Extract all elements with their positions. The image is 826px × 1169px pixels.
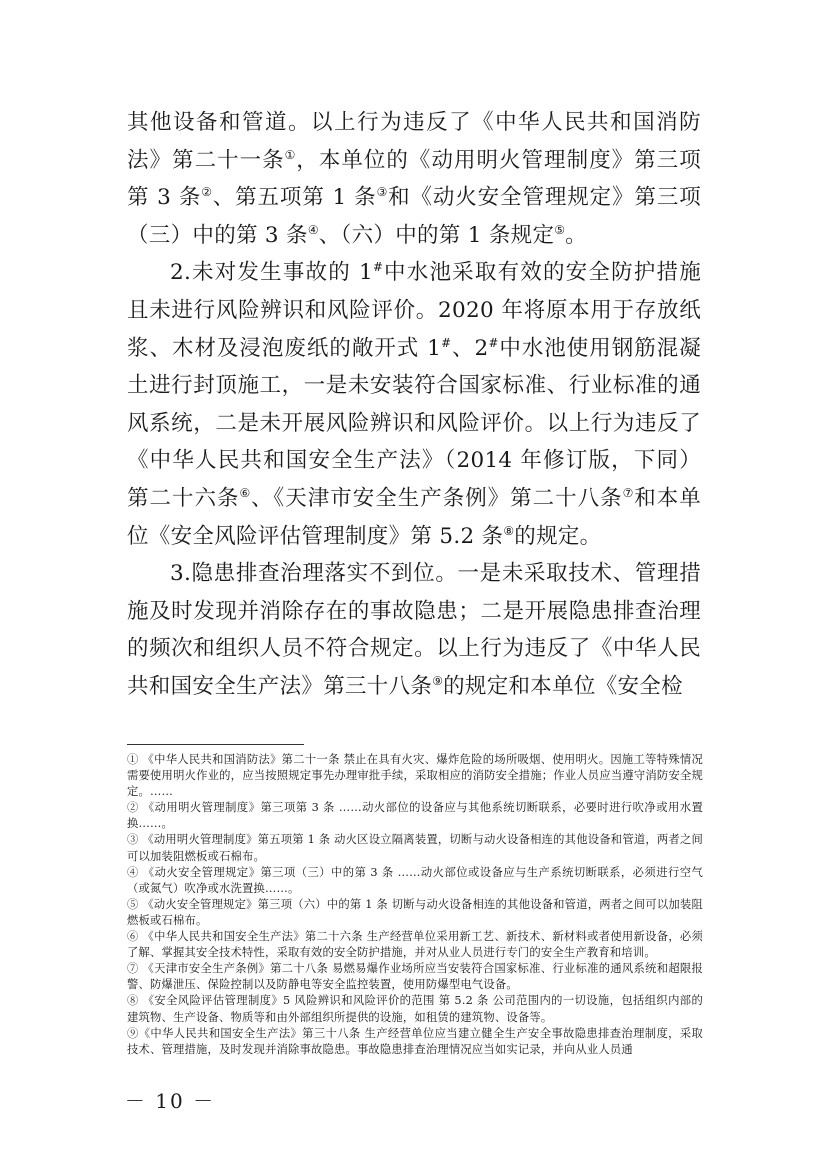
footnote-text: 《中华人民共和国消防法》第二十一条 禁止在具有火灾、爆炸危险的场所吸烟、使用明火。因施工等特殊情况需要使用明火作业的，应当按照规定事先办理审批手续，采取相应的消防安全措施；作业人员应当遵守消防安全规定。…… <box>127 753 704 799</box>
footnote-ref: ① <box>284 147 297 162</box>
text-run: 和本单位《安全风险评估管理制度》第 5.2 条 <box>127 485 702 549</box>
footnote <box>127 865 703 897</box>
footnote-ref: ⑨ <box>432 673 444 688</box>
footnote-ref: # <box>441 335 452 350</box>
footnote-mark: ② <box>127 801 139 815</box>
footnote <box>127 961 703 993</box>
footnote-mark: ⑦ <box>127 962 139 976</box>
footnote-list <box>127 752 703 1058</box>
footnote-ref: ④ <box>307 222 319 237</box>
footnote-text: 《动火安全管理规定》第三项（六）中的第 1 条 切断与动火设备相连的其他设备和管道，两者之间可以加装阻燃板或石棉布。 <box>127 897 703 927</box>
paragraph <box>127 104 701 254</box>
footnote-mark: ③ <box>127 833 139 847</box>
paragraph <box>127 254 701 555</box>
footnote-mark: ⑥ <box>127 930 139 944</box>
footnote-text: 《天津市安全生产条例》第二十八条 易燃易爆作业场所应当安装符合国家标准、行业标准的通风系统和超限报警、防爆泄压、保险控制以及防静电等安全监控装置，使用防爆型电气设备。 <box>127 962 704 992</box>
footnote-mark: ⑧ <box>127 994 139 1008</box>
footnote <box>127 752 703 800</box>
footnote-ref: # <box>488 335 499 350</box>
footnote-text: 《动用明火管理制度》第五项第 1 条 动火区设立隔离装置，切断与动火设备相连的其他设备和管道，两者之间可以加装阻燃板或石棉布。 <box>127 833 703 863</box>
footnote-ref: ⑦ <box>622 485 635 500</box>
text-run: ，本单位的《动用明火管理制度》第三项第 3 条 <box>127 147 702 211</box>
text-run: 中水池采取有效的安全防护措施且未进行风险辨识和风险评价。2020 年将原本用于存放纸浆、木材及浸泡废纸的敞开式 1 <box>127 260 701 361</box>
text-run: 的规定和本单位《安全检 <box>443 673 683 699</box>
footnote-ref: ⑤ <box>554 222 566 237</box>
footnote-text: 《动火安全管理规定》第三项（三）中的第 3 条 ……动火部位或设备应与生产系统切断联系，必须进行空气（或氮气）吹净或水洗置换……。 <box>127 865 703 895</box>
footnote <box>127 1026 703 1058</box>
footnote <box>127 993 703 1025</box>
text-run: 、（六）中的第 1 条规定 <box>318 222 555 248</box>
footnote-mark: ① <box>127 753 139 766</box>
text-run: 。 <box>565 222 587 248</box>
text-run: 、2 <box>451 335 489 361</box>
footnote-ref: ⑥ <box>239 485 252 500</box>
text-run: 和《动火安全管理规定》第三项（三）中的第 3 条 <box>127 185 702 248</box>
footnote <box>127 832 703 864</box>
text-run: 其他设备和管道。以上行为违反了《中华人民共和国消防法》第二十一条 <box>127 110 701 173</box>
body-text <box>127 104 701 706</box>
footnote-ref: ⑧ <box>503 523 515 538</box>
page-number: － 10 － <box>124 1089 216 1113</box>
footnote-text: 《中华人民共和国安全生产法》第二十六条 生产经营单位采用新工艺、新技术、新材料或者使用新设备，必须了解、掌握其安全技术特性，采取有效的安全防护措施，并对从业人员进行专门的安全生产教育和培训。 <box>127 930 704 960</box>
footnote-text: 《中华人民共和国安全生产法》第三十八条 生产经营单位应当建立健全生产安全事故隐患排查治理制度，采取技术、管理措施，及时发现并消除事故隐患。事故隐患排查治理情况应当如实记录，并向从业人员通 <box>127 1026 703 1056</box>
footnote-mark: ④ <box>127 865 139 879</box>
paragraph <box>127 555 701 705</box>
footnote <box>127 897 703 929</box>
footnote-mark: ⑨ <box>127 1026 139 1040</box>
footnote-text: 《动用明火管理制度》第三项第 3 条 ……动火部位的设备应与其他系统切断联系，必要时进行吹净或用水置换……。 <box>127 801 703 831</box>
footnote-ref: # <box>372 260 384 275</box>
footnote-ref: ③ <box>376 185 389 200</box>
text-run: 、第五项第 1 条 <box>212 185 377 211</box>
text-run: 2.未对发生事故的 1 <box>170 260 373 286</box>
text-run: 中水池使用钢筋混凝土进行封顶施工，一是未安装符合国家标准、行业标准的通风系统，二是未开展风险辨识和风险评价。以上行为违反了《中华人民共和国安全生产法》（2014 年修订版，下同）第二十六条 <box>127 335 702 511</box>
footnote <box>127 800 703 832</box>
footnote-ref: ② <box>201 185 213 200</box>
text-run: 的规定。 <box>514 523 602 549</box>
footnote-separator <box>127 744 304 745</box>
footnote <box>127 929 703 961</box>
text-run: 3.隐患排查治理落实不到位。一是未采取技术、管理措施及时发现并消除存在的事故隐患；二是开展隐患排查治理的频次和组织人员不符合规定。以上行为违反了《中华人民共和国安全生产法》第三十八条 <box>127 561 701 699</box>
text-run: 、《天津市安全生产条例》第二十八条 <box>251 485 623 511</box>
footnote-text: 《安全风险评估管理制度》5 风险辨识和风险评价的范围 第 5.2 条 公司范围内的一切设施，包括组织内部的建筑物、生产设备、物质等和由外部组织所提供的设施，如租赁的建筑物、设备等。 <box>127 994 703 1024</box>
footnote-mark: ⑤ <box>127 897 139 911</box>
